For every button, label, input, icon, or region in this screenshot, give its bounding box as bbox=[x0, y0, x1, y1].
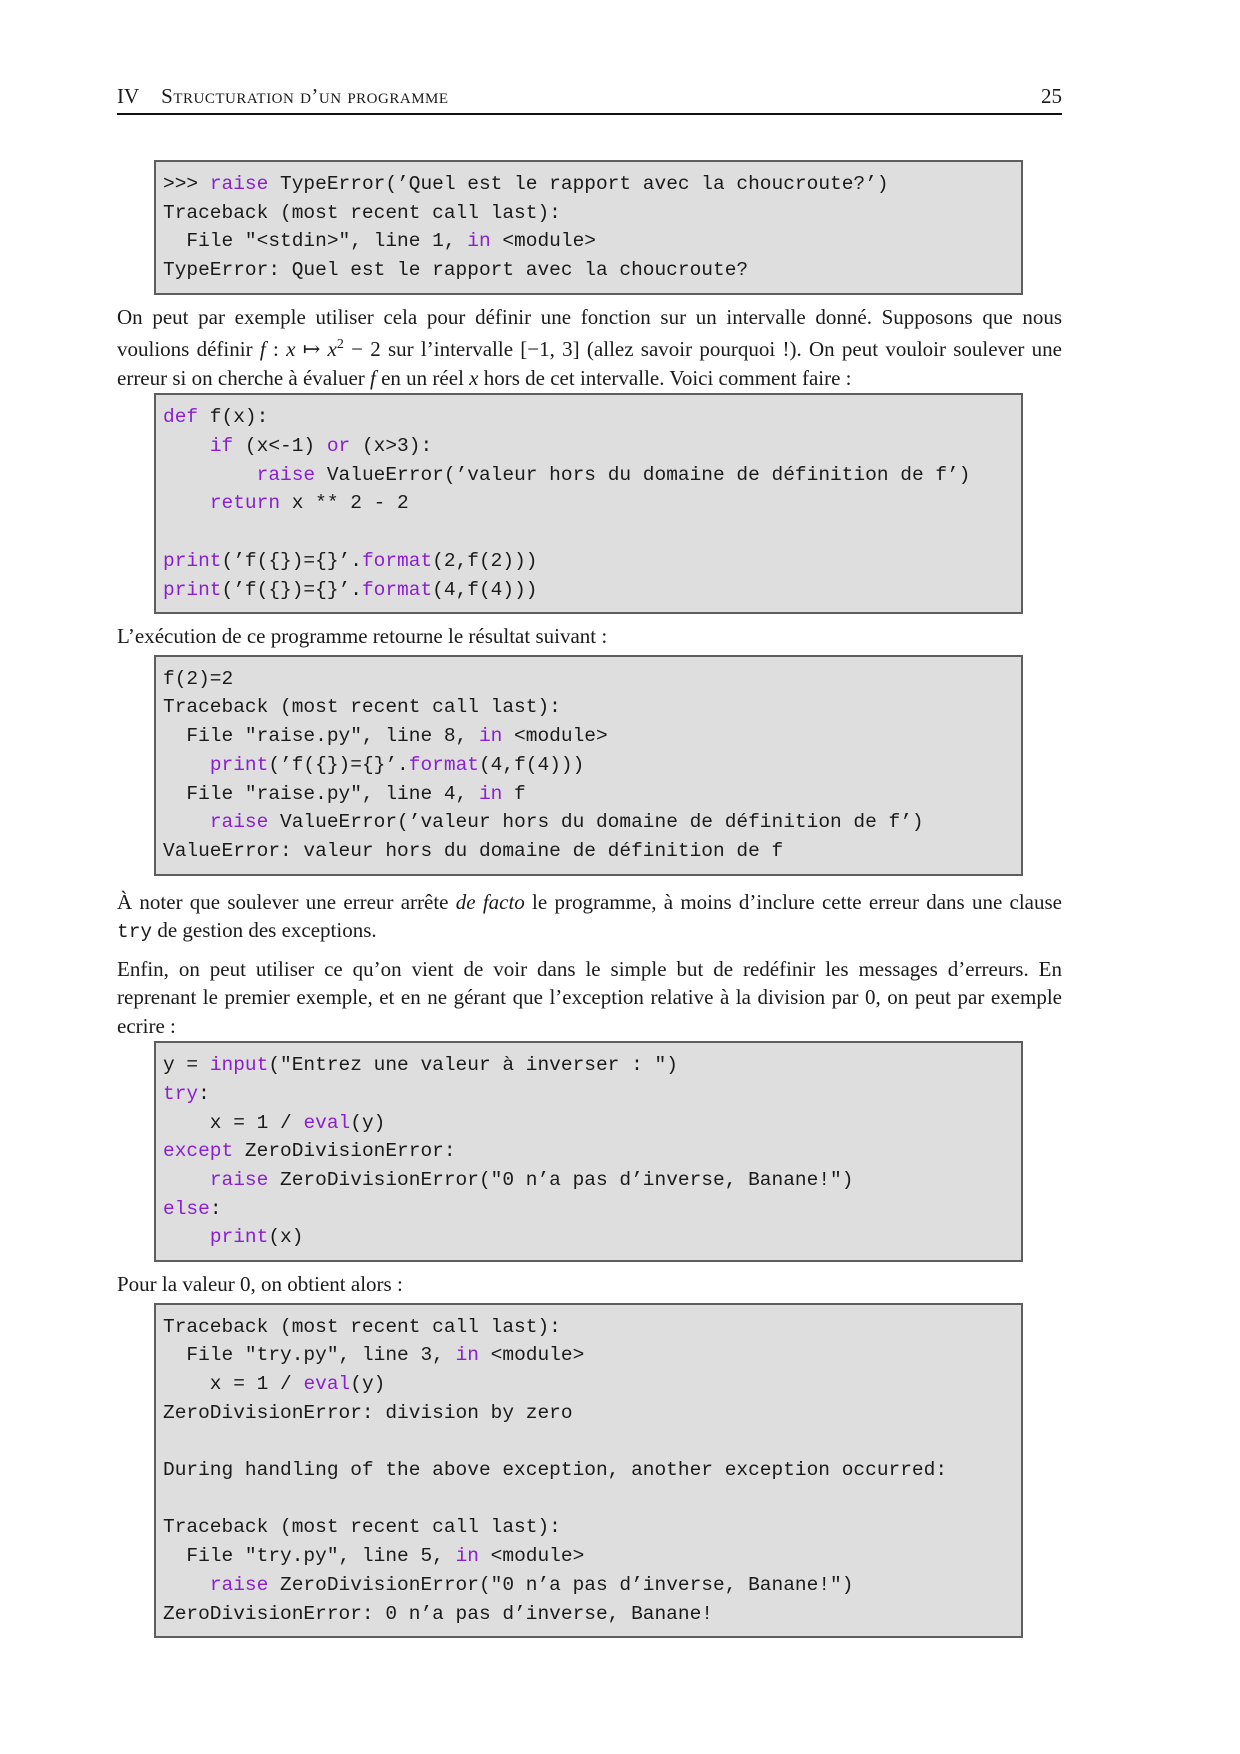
code-line bbox=[163, 1427, 1021, 1456]
code-line bbox=[163, 1166, 1021, 1195]
code-keyword: eval bbox=[303, 1372, 351, 1395]
math-variable: x bbox=[286, 337, 296, 362]
chapter-title: Structuration d’un programme bbox=[161, 84, 449, 108]
code-text: (x) bbox=[268, 1226, 304, 1249]
code-keyword: format bbox=[408, 753, 479, 776]
code-text: (4,f(4))) bbox=[478, 753, 585, 776]
code-line bbox=[163, 1137, 1021, 1166]
code-line bbox=[163, 1542, 1021, 1571]
code-line bbox=[163, 256, 1021, 285]
code-keyword: input bbox=[209, 1054, 269, 1077]
paragraph-execution-result bbox=[117, 622, 1062, 651]
code-text: ("Entrez une valeur à inverser : ") bbox=[268, 1054, 678, 1077]
code-line bbox=[163, 1313, 1021, 1342]
code-text: (2,f(2))) bbox=[432, 549, 538, 572]
code-keyword: in bbox=[478, 782, 503, 805]
code-text: (x>3): bbox=[350, 435, 433, 458]
code-text: File "raise.py", line 4, bbox=[163, 782, 479, 805]
code-line bbox=[163, 227, 1021, 256]
code-keyword: if bbox=[209, 435, 234, 458]
code-text: TypeError(’Quel est le rapport avec la choucroute?’) bbox=[268, 173, 889, 195]
code-text: Traceback (most recent call last): bbox=[163, 696, 561, 719]
math-variable: x bbox=[327, 337, 337, 362]
code-line bbox=[163, 432, 1021, 461]
code-text: ValueError: valeur hors du domaine de définition de f bbox=[163, 839, 784, 862]
code-line bbox=[163, 722, 1021, 751]
code-line bbox=[163, 693, 1021, 722]
code-line bbox=[163, 751, 1021, 780]
code-line bbox=[163, 1051, 1021, 1080]
math-variable: f bbox=[259, 337, 266, 362]
code-text: ZeroDivisionError: 0 n’a pas d’inverse, Banane! bbox=[163, 1602, 713, 1625]
code-text: y = bbox=[163, 1054, 210, 1077]
code-line bbox=[163, 1513, 1021, 1542]
code-keyword: format bbox=[361, 549, 433, 572]
code-keyword: in bbox=[455, 1545, 479, 1568]
code-text: File "raise.py", line 8, bbox=[163, 725, 479, 748]
chapter-number: IV bbox=[117, 84, 140, 108]
code-keyword: except bbox=[163, 1140, 234, 1163]
code-text: Traceback (most recent call last): bbox=[163, 1516, 561, 1539]
code-text bbox=[163, 1226, 210, 1248]
text-run: de gestion des exceptions. bbox=[152, 918, 377, 943]
code-text: <module> bbox=[502, 725, 608, 748]
code-line bbox=[163, 199, 1021, 228]
code-text: Traceback (most recent call last): bbox=[163, 1315, 561, 1338]
code-text: f(2)=2 bbox=[163, 667, 234, 690]
code-keyword: eval bbox=[303, 1111, 351, 1134]
code-text: TypeError: Quel est le rapport avec la choucroute? bbox=[163, 259, 749, 282]
code-text: Traceback (most recent call last): bbox=[163, 201, 561, 224]
code-line bbox=[163, 780, 1021, 809]
code-line bbox=[163, 547, 1021, 576]
code-keyword: try bbox=[163, 1082, 199, 1105]
code-line bbox=[163, 1195, 1021, 1224]
code-text bbox=[163, 464, 257, 486]
code-keyword: or bbox=[326, 435, 351, 458]
code-text: (’f({})={}’. bbox=[268, 753, 409, 776]
code-text: During handling of the above exception, another exception occurred: bbox=[163, 1459, 948, 1482]
code-text bbox=[163, 754, 210, 776]
text-run: Enfin, on peut utiliser ce qu’on vient de voir dans le simple but de redéfinir les messages d’erreurs. En reprenant le premier exemple, et en ne gérant que l’exception relative à la division par 0, on peut par exemple ecrire : bbox=[117, 956, 1062, 1038]
text-run: en un réel bbox=[375, 365, 470, 390]
code-line bbox=[163, 665, 1021, 694]
text-run: hors de cet intervalle. Voici comment faire : bbox=[478, 365, 852, 390]
code-keyword: def bbox=[163, 406, 199, 429]
code-text: (’f({})={}’. bbox=[221, 549, 362, 572]
code-text: f bbox=[502, 782, 526, 805]
code-line bbox=[163, 576, 1021, 605]
paragraph-value-zero bbox=[117, 1270, 1062, 1299]
code-text: <module> bbox=[478, 1545, 585, 1568]
code-text: File "<stdin>", line 1, bbox=[163, 230, 468, 253]
code-keyword: print bbox=[163, 549, 222, 572]
chapter-heading bbox=[117, 84, 449, 109]
text-run: : bbox=[265, 337, 287, 362]
code-keyword: in bbox=[478, 725, 503, 748]
code-text bbox=[163, 811, 210, 833]
code-keyword: print bbox=[209, 1226, 269, 1249]
code-keyword: in bbox=[467, 230, 491, 253]
code-text: ValueError(’valeur hors du domaine de définition de f’) bbox=[315, 463, 971, 486]
code-text: x = 1 / bbox=[163, 1111, 304, 1134]
code-line bbox=[163, 1109, 1021, 1138]
text-run: L’exécution de ce programme retourne le résultat suivant : bbox=[117, 624, 608, 649]
code-text: (x<-1) bbox=[233, 435, 327, 458]
document-page bbox=[117, 84, 1062, 1638]
code-line bbox=[163, 1080, 1021, 1109]
text-run: Pour la valeur 0, on obtient alors : bbox=[117, 1272, 403, 1297]
code-text: ValueError(’valeur hors du domaine de définition de f’) bbox=[268, 811, 924, 834]
code-keyword: raise bbox=[256, 463, 316, 486]
inline-code: try bbox=[117, 921, 153, 944]
code-line bbox=[163, 808, 1021, 837]
text-run: − 2 sur l’intervalle [−1, 3] (allez savoir pourquoi !). On peut vouloir soulever une erreur si on cherche à évaluer bbox=[117, 337, 1062, 390]
code-text: x = 1 / bbox=[163, 1372, 304, 1395]
code-text: f(x): bbox=[198, 406, 269, 429]
math-variable: x bbox=[469, 365, 479, 390]
code-text: : bbox=[209, 1197, 222, 1220]
code-keyword: print bbox=[163, 578, 222, 601]
running-header bbox=[117, 84, 1062, 115]
code-text: (’f({})={}’. bbox=[221, 578, 362, 601]
code-keyword: return bbox=[209, 492, 281, 515]
code-line bbox=[163, 1341, 1021, 1370]
code-line bbox=[163, 518, 1021, 547]
code-text: ZeroDivisionError("0 n’a pas d’inverse, Banane!") bbox=[268, 1573, 854, 1596]
code-keyword: print bbox=[209, 753, 269, 776]
paragraph-de-facto bbox=[117, 888, 1062, 947]
code-line bbox=[163, 837, 1021, 866]
math-superscript: 2 bbox=[336, 337, 344, 353]
code-text: (y) bbox=[350, 1372, 386, 1395]
code-text: <module> bbox=[478, 1344, 585, 1367]
code-line bbox=[163, 403, 1021, 432]
code-text: File "try.py", line 5, bbox=[163, 1545, 456, 1568]
code-line bbox=[163, 1600, 1021, 1629]
code-text: x ** 2 - 2 bbox=[280, 492, 409, 515]
code-line bbox=[163, 1223, 1021, 1252]
code-line bbox=[163, 461, 1021, 490]
code-keyword: in bbox=[455, 1344, 479, 1367]
code-block-raise-typeerror bbox=[154, 160, 1023, 295]
code-text bbox=[163, 435, 210, 457]
code-text: (y) bbox=[350, 1111, 386, 1134]
code-line bbox=[163, 1399, 1021, 1428]
code-text: File "try.py", line 3, bbox=[163, 1344, 456, 1367]
text-run: On peut par exemple utiliser cela pour définir une fonction sur un intervalle donné. Supposons que nous voulions définir bbox=[117, 304, 1062, 362]
text-run: le programme, à moins d’inclure cette erreur dans une clause bbox=[524, 889, 1062, 914]
code-text: (4,f(4))) bbox=[432, 578, 538, 601]
code-line bbox=[163, 1370, 1021, 1399]
code-block-valueerror-traceback bbox=[154, 655, 1023, 876]
text-run: À noter que soulever une erreur arrête bbox=[117, 889, 456, 914]
code-line bbox=[163, 1456, 1021, 1485]
code-text bbox=[163, 1169, 210, 1191]
code-line bbox=[163, 1485, 1021, 1514]
text-run: ↦ bbox=[295, 337, 328, 362]
code-text: ZeroDivisionError("0 n’a pas d’inverse, Banane!") bbox=[268, 1168, 854, 1191]
code-block-function-f bbox=[154, 393, 1023, 614]
code-keyword: raise bbox=[209, 1168, 269, 1191]
paragraph-define-function bbox=[117, 303, 1062, 393]
code-text bbox=[163, 1574, 210, 1596]
code-line bbox=[163, 1571, 1021, 1600]
code-text bbox=[163, 492, 210, 514]
code-text: >>> bbox=[163, 173, 210, 195]
code-text: : bbox=[198, 1082, 210, 1105]
code-text: ZeroDivisionError: bbox=[233, 1140, 456, 1163]
code-keyword: format bbox=[361, 578, 433, 601]
code-text: <module> bbox=[490, 230, 596, 253]
code-block-try-except bbox=[154, 1041, 1023, 1262]
page-number: 25 bbox=[1041, 84, 1062, 108]
code-keyword: raise bbox=[209, 1573, 269, 1596]
code-keyword: raise bbox=[209, 811, 269, 834]
code-keyword: else bbox=[163, 1197, 210, 1220]
code-text: ZeroDivisionError: division by zero bbox=[163, 1401, 573, 1424]
code-line bbox=[163, 489, 1021, 518]
paragraph-redefine-messages bbox=[117, 955, 1062, 1041]
math-variable: f bbox=[370, 365, 376, 390]
code-line bbox=[163, 170, 1021, 199]
code-keyword: raise bbox=[209, 173, 269, 195]
italic-text: de facto bbox=[455, 889, 525, 914]
code-block-zerodivision-traceback bbox=[154, 1303, 1023, 1639]
